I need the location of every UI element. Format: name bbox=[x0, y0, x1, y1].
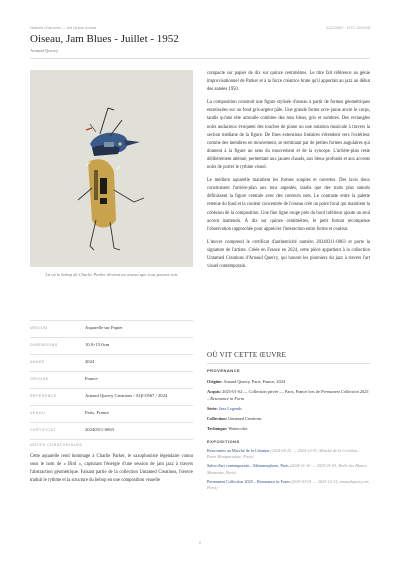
artwork-illustration bbox=[30, 70, 193, 267]
meta-row-year bbox=[30, 354, 193, 371]
meta-value: Paris, France bbox=[85, 410, 109, 415]
meta-row-certificate bbox=[30, 422, 193, 440]
meta-row-sold bbox=[30, 405, 193, 422]
exhibition-item: Permanent Collection 2025 – Resonance in Form (2025-01-01 → 2025-12-31, arnaudquercy.art, Paris) bbox=[207, 478, 370, 491]
meta-value: 20240311-0063 bbox=[85, 427, 114, 432]
meta-key: VENDU bbox=[30, 411, 46, 415]
series-link[interactable]: Jazz Legends bbox=[218, 406, 242, 411]
description-column bbox=[207, 70, 370, 276]
exhibition-item: Salon d'art contemporain – Metamorphose, Paris (2024-11-16 → 2025-01-05, Halle des Blancs Manteaux, Paris) bbox=[207, 463, 367, 475]
provenance-acquired: Acquis: 2025-01-02 — Collection privée — Paris, France lors de Permanent Collection 2025 – Resonance in Form bbox=[207, 389, 369, 401]
exhibition-item: Rencontres au Marché de la Création (2024-04-25 → 2024-12-31, Marché de la Création – Paris Montparnasse, Paris) bbox=[207, 448, 361, 460]
provenance-origin: Origine: Arnaud Quercy, Paris, France, 2024 bbox=[207, 379, 286, 384]
section-title: OÙ VIT CETTE ŒUVRE bbox=[207, 351, 287, 359]
meta-value: Arnaud Quercy Creations / AQC0567 / 2024 bbox=[85, 393, 168, 398]
meta-row-origin bbox=[30, 371, 193, 388]
meta-row-dimensions bbox=[30, 337, 193, 354]
description-paragraph: Le médium aquarelle maintient les formes souples et ouvertes. Des lavis doux construisent l'arrière-plan aux tons argentés, tandis que des traits plus saturés définissent la figure centrale avec des contours nets. Le contraste entre la palette retenue du fond et la couleur concentrée de l'oiseau crée un point focal qui maintient la cohésion de la composition. Une fine ligne rouge près du bord inférieur ajoute un seul accent inattendu. À dix sur quinze centimètres, le petit format récompense l'observation rapprochée pour apprécier l'interaction entre forme et couleur. bbox=[207, 178, 370, 232]
meta-key: ANNÉE bbox=[30, 360, 45, 364]
section-divider bbox=[207, 363, 370, 364]
meta-key: MÉDIUM bbox=[30, 326, 48, 330]
provenance-heading: PROVENANCE bbox=[207, 368, 241, 373]
page-title: Oiseau, Jam Blues - Juillet - 1952 bbox=[30, 33, 179, 45]
notes-heading: NOTES CURATORIALES bbox=[30, 443, 83, 447]
meta-value: Aquarelle sur Papier bbox=[85, 325, 123, 330]
description-paragraph: L'œuvre comprend le certificat d'authenticité numéro 20240311-0063 et porte la signature de l'artiste. Créée en France en 2024, cette pièce appartient à la collection Untamed Creations d'Arnaud Quercy, qui honore les pionniers du jazz à travers l'art visuel contemporain. bbox=[207, 239, 370, 270]
exhibition-link[interactable]: Permanent Collection 2025 – Resonance in Form bbox=[207, 478, 290, 484]
description-paragraph: compacte sur papier de dix sur quinze centimètres. Le titre fait référence au génie improvisationnel de Parker et à la force créatrice brute qu'il apportait au jazz au début des années 1950. bbox=[207, 71, 370, 93]
meta-key: RÉFÉRENCE bbox=[30, 394, 57, 398]
page-number: 2 bbox=[198, 540, 202, 545]
provenance-series: Série: Jazz Legends bbox=[207, 406, 242, 411]
artwork-image bbox=[30, 70, 193, 267]
artwork-caption: Là où le bebop de Charlie Parker devient un oiseau que vous pouvez voir bbox=[45, 272, 178, 277]
meta-key: DIMENSIONS bbox=[30, 343, 58, 347]
author-name: Arnaud Quercy bbox=[30, 48, 59, 53]
meta-key: ORIGINE bbox=[30, 377, 49, 381]
exhibition-link[interactable]: Rencontres au Marché de la Création bbox=[207, 448, 270, 453]
header-divider bbox=[30, 58, 370, 59]
meta-row-reference bbox=[30, 388, 193, 405]
metadata-table bbox=[30, 320, 193, 440]
provenance-technique: Technique: Watercolor bbox=[207, 426, 248, 431]
description-paragraph: La composition construit une figure stylisée d'oiseau à partir de formes géométriques entrelacées sur un fond gris-argent pâle. Une grande forme ocre-jaune ancre le corps, tandis qu'une tête arrondie combine des tons bleus, gris et sombres. Des rectangles noirs audacieux évoquent des touches de piano ou une notation musicale à travers la section médiane de la figure. De fines extensions linéaires s'étendent vers l'extérieur comme des membres en mouvement, se terminant par de petites formes angulaires qui donnent à la figure un sens du mouvement et de la syncope. L'arrière-plan reste délibérément atténué, permettant aux jaunes chauds, aux bleus profonds et aux accents noirs de porter le rythme visuel. bbox=[207, 100, 370, 171]
exhibition-link[interactable]: Salon d'art contemporain – Metamorphose, Paris bbox=[207, 463, 289, 469]
notes-text: Cette aquarelle rend hommage à Charlie Parker, le saxophoniste légendaire connu sous le nom de « Bird », capturant l'énergie d'une session de jam jazz à travers l'abstraction géométrique. Faisant partie de la collection Untamed Creations, l'œuvre traduit le rythme et la structure du bebop en une composition visuelle bbox=[30, 454, 193, 483]
meta-value: 2024 bbox=[85, 359, 95, 364]
exhibitions-heading: EXPOSITIONS bbox=[207, 439, 240, 444]
provenance-collection: Collection: Untamed Creations bbox=[207, 416, 262, 421]
meta-value: 10.0×15.0cm bbox=[85, 342, 110, 347]
meta-key: CERTIFICAT bbox=[30, 428, 56, 432]
header-left: Notices d'œuvres — Art Quam Anima bbox=[30, 25, 97, 30]
meta-row-medium bbox=[30, 320, 193, 337]
provenance-block bbox=[207, 378, 370, 435]
exhibitions-list bbox=[207, 448, 370, 494]
meta-value: France bbox=[85, 376, 98, 381]
header-right: AQC0567 · NTC-000165 bbox=[325, 25, 370, 30]
